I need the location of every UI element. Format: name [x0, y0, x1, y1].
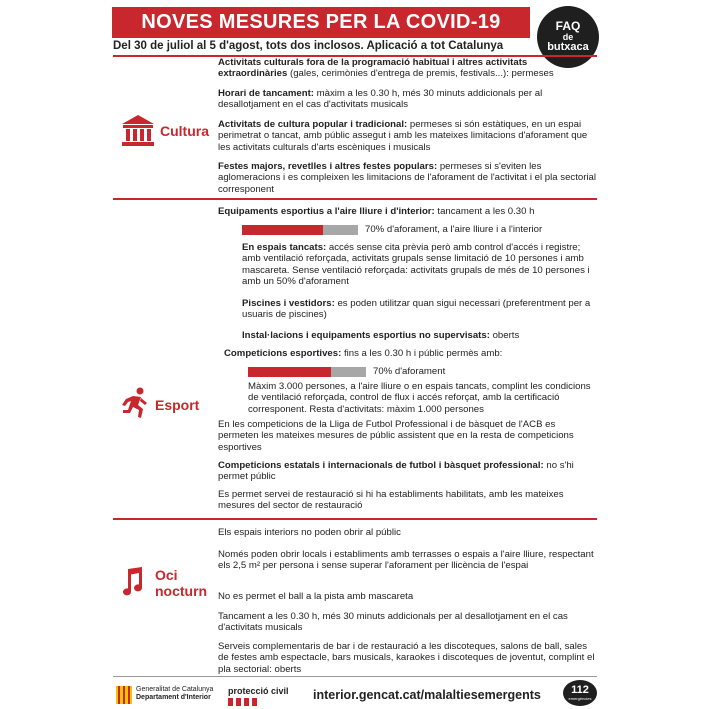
esport-item: En espais tancats: accés sense cita prèvia però amb control d'accés i registre; amb ventilació reforçada, activitats grupals sense limitació de 10 persones i amb mascareta. Sense ventilació reforçada: activitats grupals de més de 10 persones i amb un 50% d'aforament — [242, 242, 590, 287]
section-label-oci — [155, 567, 207, 599]
oci-item: Serveis complementaris de bar i de restauració a les discoteques, salons de ball, sales de festes amb espectacle, bars musicals, karaokes i discoteques de joventut, complint el pla sectorial: oberts — [218, 641, 595, 675]
esport-item: Competicions esportives: fins a les 0.30 h i públic permès amb: — [224, 348, 503, 359]
esport-item: Equipaments esportius a l'aire lliure i d'interior: tancament a les 0.30 h — [218, 206, 535, 217]
cultura-item: Horari de tancament: màxim a les 0.30 h, més 30 minuts addicionals per al desallotjament en el cas d'activitats musicals — [218, 88, 543, 111]
page-subtitle: Del 30 de juliol al 5 d'agost, tots dos inclosos. Aplicació a tot Catalunya — [113, 40, 504, 52]
capacity-bar-fill — [248, 367, 331, 377]
section-label-esport: Esport — [155, 397, 200, 413]
cultura-item: Activitats de cultura popular i tradicional: permeses si són estàtiques, en un espai perimetrat o tancat, amb públic assegut i amb les mateixes limitacions d'aforament que les activitats culturals d'arts escèniques i musicals — [218, 119, 588, 153]
cultura-item: Activitats culturals fora de la programació habitual i altres activitats extraordinàries (gales, cerimònies d'entrega de premis, festivals...): permeses — [218, 57, 554, 80]
section-label-oci-line2: nocturn — [155, 583, 208, 600]
generalitat-name: Generalitat de Catalunya — [136, 686, 214, 693]
esport-item: Màxim 3.000 persones, a l'aire lliure o en espais tancats, complint les condicions de ventilació reforçada, control de flux i accés reforçat, amb la certificació corresponent. Resta d'activitats: màxim 1.000 persones — [248, 381, 591, 415]
capacity-bar-track — [248, 367, 366, 377]
faq-badge-line1: FAQ — [555, 19, 581, 34]
faq-badge-line2: de — [562, 31, 574, 42]
oci-item: Només poden obrir locals i establiments amb terrasses o espais a l'aire lliure, respectant els 2,5 m² per persona i sense superar l'aforament per llicència de l'espai — [218, 549, 594, 572]
oci-content — [218, 527, 596, 675]
generalitat-text — [136, 686, 213, 702]
capacity-bar-label: 70% d'aforament — [373, 365, 446, 377]
esport-item: Competicions estatals i internacionals de futbol i bàsquet professional: no s'hi permet públic — [218, 460, 574, 483]
cultura-item: Festes majors, revetlles i altres festes populars: permeses si s'eviten les aglomeracions i es compleixen les limitacions de l'aforament de l'activitat i el pla sectorial corresponent — [218, 161, 596, 195]
capacity-bar-label: 70% d'aforament, a l'aire lliure i a l'interior — [365, 223, 543, 235]
esport-item: Piscines i vestidors: es poden utilitzar quan sigui necessari (preferentment per a usuaris de piscines) — [242, 298, 591, 321]
oci-item: No es permet el ball a la pista amb mascareta — [218, 591, 414, 602]
esport-content — [218, 203, 596, 515]
section-label-oci-line1: Oci — [155, 567, 178, 583]
runner-icon — [121, 387, 151, 419]
emergency-number: 112 — [571, 684, 589, 696]
emergency-112-badge — [563, 680, 597, 706]
esport-item: En les competicions de la Lliga de Futbol Professional i de bàsquet de l'ACB es permeten les mateixes mesures de públic assistent que en la resta de competicions esportives — [218, 419, 574, 453]
oci-item: Tancament a les 0.30 h, més 30 minuts addicionals per al desallotjament en el cas d'activitats musicals — [218, 611, 568, 634]
footer-divider — [113, 676, 597, 677]
proteccio-civil-text: protecció civil — [228, 686, 289, 696]
music-note-icon — [120, 567, 144, 597]
department-name: Departament d'Interior — [136, 694, 211, 701]
section-label-cultura: Cultura — [160, 123, 209, 139]
emergency-sub: emergències — [568, 696, 592, 701]
section-divider-cultura — [113, 198, 597, 200]
capacity-bar-fill — [242, 225, 323, 235]
esport-item: Instal·lacions i equipaments esportius no supervisats: oberts — [242, 330, 520, 341]
oci-item: Els espais interiors no poden obrir al públic — [218, 527, 401, 538]
capacity-bar-track — [242, 225, 358, 235]
capacity-bar-1 — [242, 224, 542, 235]
section-divider-esport — [113, 518, 597, 520]
generalitat-logo-icon — [116, 686, 132, 704]
faq-badge-line3: butxaca — [547, 41, 589, 54]
cultura-content — [218, 57, 596, 197]
capacity-bar-2 — [248, 366, 445, 377]
proteccio-civil-logo-icon — [228, 698, 272, 706]
esport-item: Es permet servei de restauració si hi ha establiments habilitats, amb les mateixes mesures del sector de restauració — [218, 489, 564, 512]
footer-url[interactable]: interior.gencat.cat/malaltiesemergents — [313, 688, 541, 702]
page-title: NOVES MESURES PER LA COVID-19 — [141, 11, 501, 33]
museum-icon — [121, 113, 155, 147]
